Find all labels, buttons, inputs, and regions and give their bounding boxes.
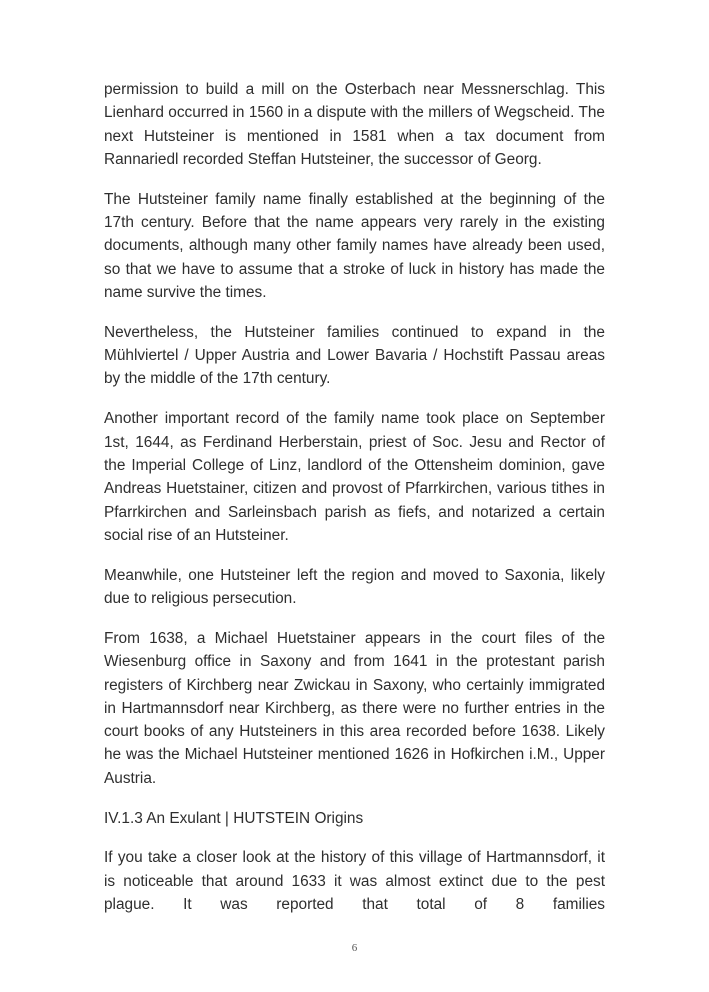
page-number: 6: [351, 942, 358, 954]
paragraph-family-name-established: The Hutsteiner family name finally established at the beginning of the 17th century. Before that the name appears very rarely in the existing documents, although many other family names have already been used, so that we have to assume that a stroke of luck in history has made the name survive the times.: [104, 190, 605, 301]
paragraph-hartmannsdorf: If you take a closer look at the history of this village of Hartmannsdorf, it is noticeable that around 1633 it was almost extinct due to the pest plague. It was reported that total of 8 families: [104, 849, 605, 914]
paragraph-families-expand: Nevertheless, the Hutsteiner families continued to expand in the Mühlviertel / Upper Austria and Lower Bavaria / Hochstift Passau areas by the middle of the 17th century.: [104, 323, 605, 388]
paragraph-mill-osterbach: permission to build a mill on the Osterbach near Messnerschlag. This Lienhard occurred in 1560 in a dispute with the millers of Wegscheid. The next Hutsteiner is mentioned in 1581 when a tax document from Rannariedl recorded Steffan Hutsteiner, the successor of Georg.: [104, 81, 605, 168]
paragraph-michael-huetstainer: From 1638, a Michael Huetstainer appears in the court files of the Wiesenburg office in Saxony and from 1641 in the protestant parish registers of Kirchberg near Zwickau in Saxony, who certainly immigrated in Hartmannsdorf near Kirchberg, as there were no further entries in the court books of any Hutsteiners in this area recorded before 1638. Likely he was the Michael Hutsteiner mentioned 1626 in Hofkirchen i.M., Upper Austria.: [104, 629, 605, 787]
paragraph-saxonia-move: Meanwhile, one Hutsteiner left the region and moved to Saxonia, likely due to religious persecution.: [104, 566, 605, 608]
section-heading: IV.1.3 An Exulant | HUTSTEIN Origins: [104, 809, 364, 827]
page-body: [104, 78, 605, 933]
paragraph-herberstain-record: Another important record of the family name took place on September 1st, 1644, as Ferdinand Herberstain, priest of Soc. Jesu and Rector of the Imperial College of Linz, landlord of the Ottensheim dominion, gave Andreas Huetstainer, citizen and provost of Pfarrkirchen, various tithes in Pfarrkirchen and Sarleinsbach parish as fiefs, and notarized a certain social rise of an Hutsteiner.: [104, 410, 605, 544]
